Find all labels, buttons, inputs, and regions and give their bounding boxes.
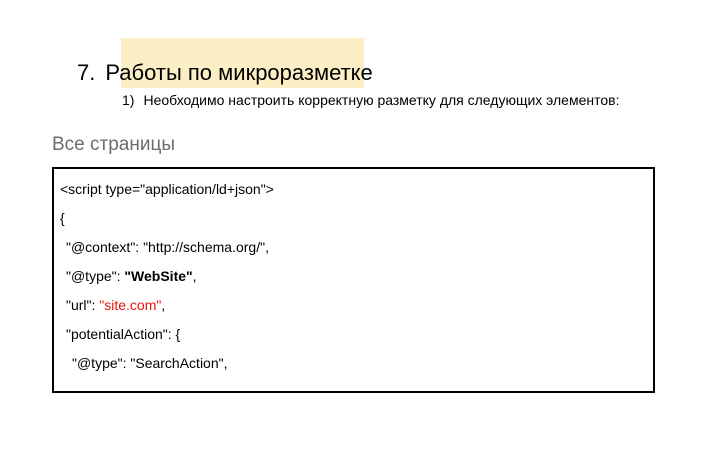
section-subtitle: Все страницы <box>52 134 175 155</box>
code-segment-plain: "url": <box>66 297 100 313</box>
code-segment-red: "site.com" <box>99 297 162 313</box>
code-line-1 <box>54 175 653 204</box>
code-segment-plain: , <box>192 268 197 284</box>
code-block <box>52 167 655 393</box>
code-segment-plain: "@context": "http://schema.org/", <box>66 239 269 255</box>
list-item-marker: 1) <box>122 92 135 108</box>
code-line-3 <box>54 233 653 262</box>
code-segment-bold: "WebSite" <box>124 268 193 284</box>
code-segment-plain: "@type": <box>66 268 125 284</box>
code-segment-plain: , <box>161 297 166 313</box>
section-heading <box>77 60 373 86</box>
heading-title: Работы по микроразметке <box>105 60 373 85</box>
code-segment-plain: "potentialAction": { <box>66 326 181 342</box>
code-segment-plain: { <box>60 210 65 226</box>
code-line-4 <box>54 262 653 291</box>
code-line-2 <box>54 204 653 233</box>
code-segment-plain: "@type": "SearchAction", <box>72 355 228 371</box>
list-item <box>122 92 619 109</box>
heading-number: 7. <box>77 60 96 85</box>
code-line-6 <box>54 320 653 349</box>
list-item-text: Необходимо настроить корректную разметку для следующих элементов: <box>143 92 620 108</box>
code-line-5 <box>54 291 653 320</box>
code-line-7 <box>54 349 653 378</box>
code-segment-plain: <script type="application/ld+json"> <box>60 181 274 197</box>
